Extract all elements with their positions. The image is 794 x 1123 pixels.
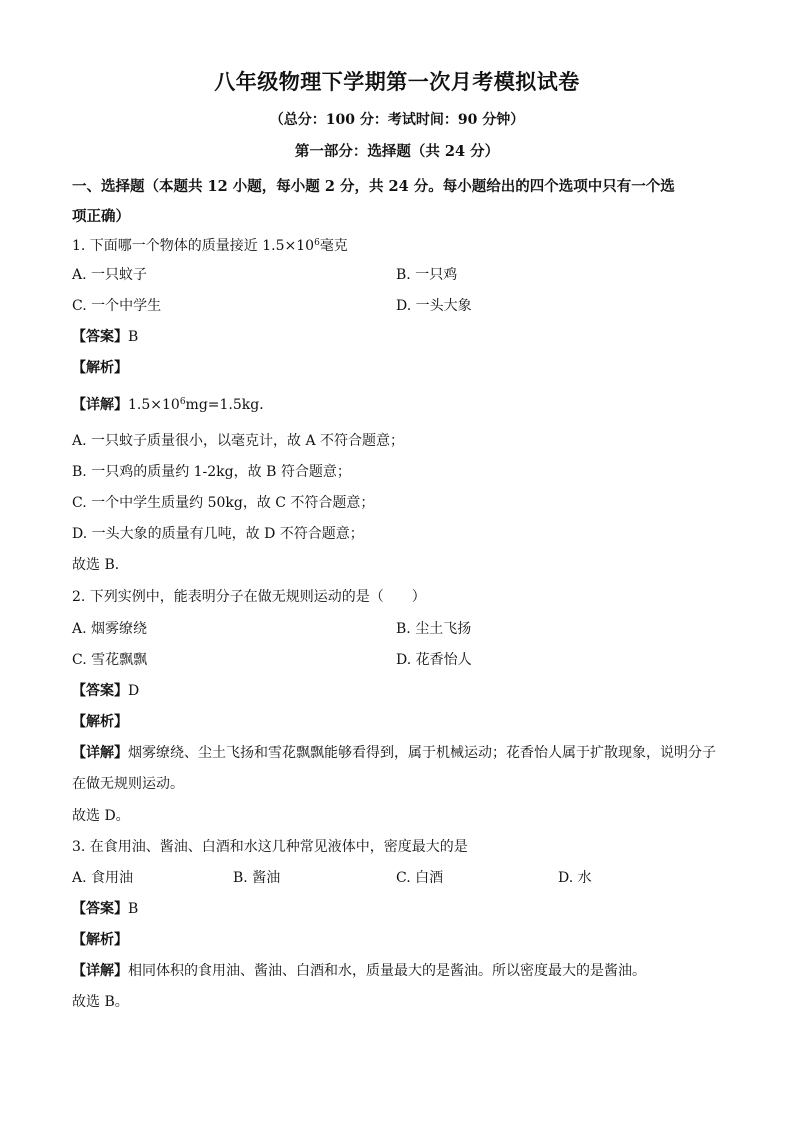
q3-option-c: C. 白酒 <box>396 870 444 886</box>
q1-answer: 【答案】B <box>72 329 139 345</box>
section-heading-line1: 一、选择题（本题共 12 小题，每小题 2 分，共 24 分。每小题给出的四个选项中只有一个选 <box>72 178 675 195</box>
q3-option-d: D. 水 <box>558 870 592 886</box>
q1-stem: 1. 下面哪一个物体的质量接近 $1.5\times 10^6$毫克 <box>72 238 348 254</box>
q3-answer: 【答案】B <box>72 901 139 917</box>
q1-detail: 【详解】$1.5\times 10^6mg=1.5kg$． <box>72 397 274 413</box>
q2-option-d: D. 花香怡人 <box>396 652 472 668</box>
q1-option-c: C. 一个中学生 <box>72 298 162 314</box>
part-heading: 第一部分：选择题（共 24 分） <box>294 143 500 160</box>
q2-answer: 【答案】D <box>72 683 140 699</box>
q1-option-d: D. 一头大象 <box>396 298 472 314</box>
section-heading-line2: 项正确） <box>72 208 130 225</box>
q2-option-c: C. 雪花飘飘 <box>72 652 148 668</box>
q1-option-b: B. 一只鸡 <box>396 267 458 283</box>
exam-subtitle: （总分：100 分：考试时间：90 分钟） <box>269 112 525 128</box>
q3-option-b: B. 酱油 <box>233 870 281 886</box>
q2-conclusion: 故选 D。 <box>72 808 130 824</box>
q1-stem-exponent: 6 <box>314 238 320 248</box>
q3-detail: 【详解】相同体积的食用油、酱油、白酒和水，质量最大的是酱油。所以密度最大的是酱油。 <box>72 963 646 979</box>
q1-explanation-b: B. 一只鸡的质量约 1-2kg，故 B 符合题意； <box>72 464 351 480</box>
exam-title: 八年级物理下学期第一次月考模拟试卷 <box>214 69 580 94</box>
q3-conclusion: 故选 B。 <box>72 994 129 1010</box>
q2-analysis-label: 【解析】 <box>72 714 128 730</box>
q1-explanation-d: D. 一头大象的质量有几吨，故 D 不符合题意； <box>72 526 364 542</box>
q3-stem: 3. 在食用油、酱油、白酒和水这几种常见液体中，密度最大的是 <box>72 839 468 855</box>
q2-stem: 2. 下列实例中，能表明分子在做无规则运动的是（ ） <box>72 589 426 605</box>
q1-explanation-c: C. 一个中学生质量约 50kg，故 C 不符合题意； <box>72 495 375 511</box>
q2-option-a: A. 烟雾缭绕 <box>72 621 148 637</box>
q2-detail: 【详解】烟雾缭绕、尘土飞扬和雪花飘飘能够看得到，属于机械运动；花香怡人属于扩散现象，说明分子 <box>72 745 716 761</box>
q1-analysis-label: 【解析】 <box>72 360 128 376</box>
q1-explanation-a: A. 一只蚊子质量很小，以毫克计，故 A 不符合题意； <box>72 433 405 449</box>
q2-option-b: B. 尘土飞扬 <box>396 621 472 637</box>
q1-conclusion: 故选 B． <box>72 557 129 573</box>
q2-detail-continued: 在做无规则运动。 <box>72 776 184 792</box>
q3-analysis-label: 【解析】 <box>72 932 128 948</box>
q3-option-a: A. 食用油 <box>72 870 134 886</box>
section-heading <box>72 172 732 232</box>
q1-option-a: A. 一只蚊子 <box>72 267 148 283</box>
